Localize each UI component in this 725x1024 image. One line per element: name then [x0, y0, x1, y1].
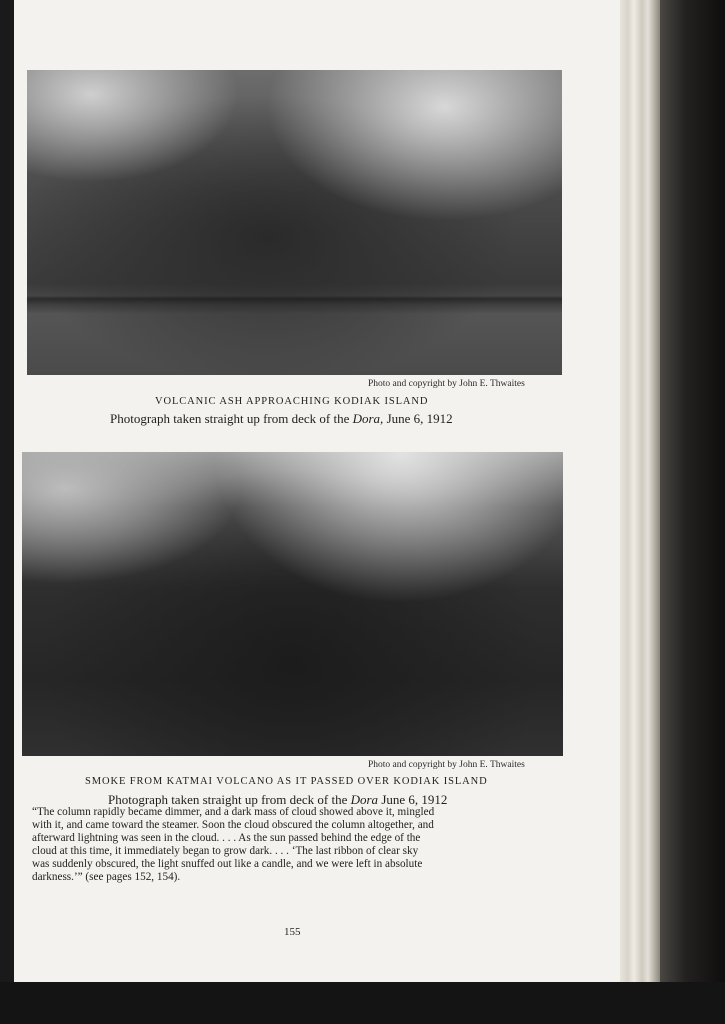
quote-paragraph [32, 806, 552, 884]
caption-text: Photograph taken straight up from deck of the [108, 792, 351, 807]
page-edges [620, 0, 660, 990]
photo-caption-top [110, 411, 453, 427]
bottom-shadow [0, 982, 725, 1024]
quote-line: cloud at this time, it immediately began to grow dark. . . . ‘The last ribbon of clear sky [32, 845, 419, 857]
book-spine [660, 0, 725, 1024]
photo-title-top: VOLCANIC ASH APPROACHING KODIAK ISLAND [155, 396, 429, 407]
caption-date: June 6, 1912 [378, 792, 448, 807]
caption-text: Photograph taken straight up from deck of the [110, 411, 353, 426]
quote-line: darkness.’” (see pages 152, 154). [32, 871, 181, 883]
vessel-name: Dora [350, 792, 379, 807]
vessel-name: Dora, [352, 411, 384, 426]
quote-line: afterward lightning was seen in the cloud. . . . As the sun passed behind the edge of the [32, 832, 421, 844]
photo-credit-bottom: Photo and copyright by John E. Thwaites [368, 760, 525, 770]
caption-date: June 6, 1912 [383, 411, 453, 426]
photo-volcanic-ash [27, 70, 562, 375]
photo-katmai-smoke [22, 452, 563, 756]
page-number: 155 [284, 926, 301, 938]
quote-line: was suddenly obscured, the light snuffed out like a candle, and we were left in absolute [32, 858, 423, 870]
photo-credit-top: Photo and copyright by John E. Thwaites [368, 379, 525, 389]
quote-line: “The column rapidly became dimmer, and a dark mass of cloud showed above it, mingled [32, 806, 435, 818]
quote-line: with it, and came toward the steamer. Soon the cloud obscured the column altogether, and [32, 819, 434, 831]
photo-title-bottom: SMOKE FROM KATMAI VOLCANO AS IT PASSED OVER KODIAK ISLAND [85, 776, 488, 787]
